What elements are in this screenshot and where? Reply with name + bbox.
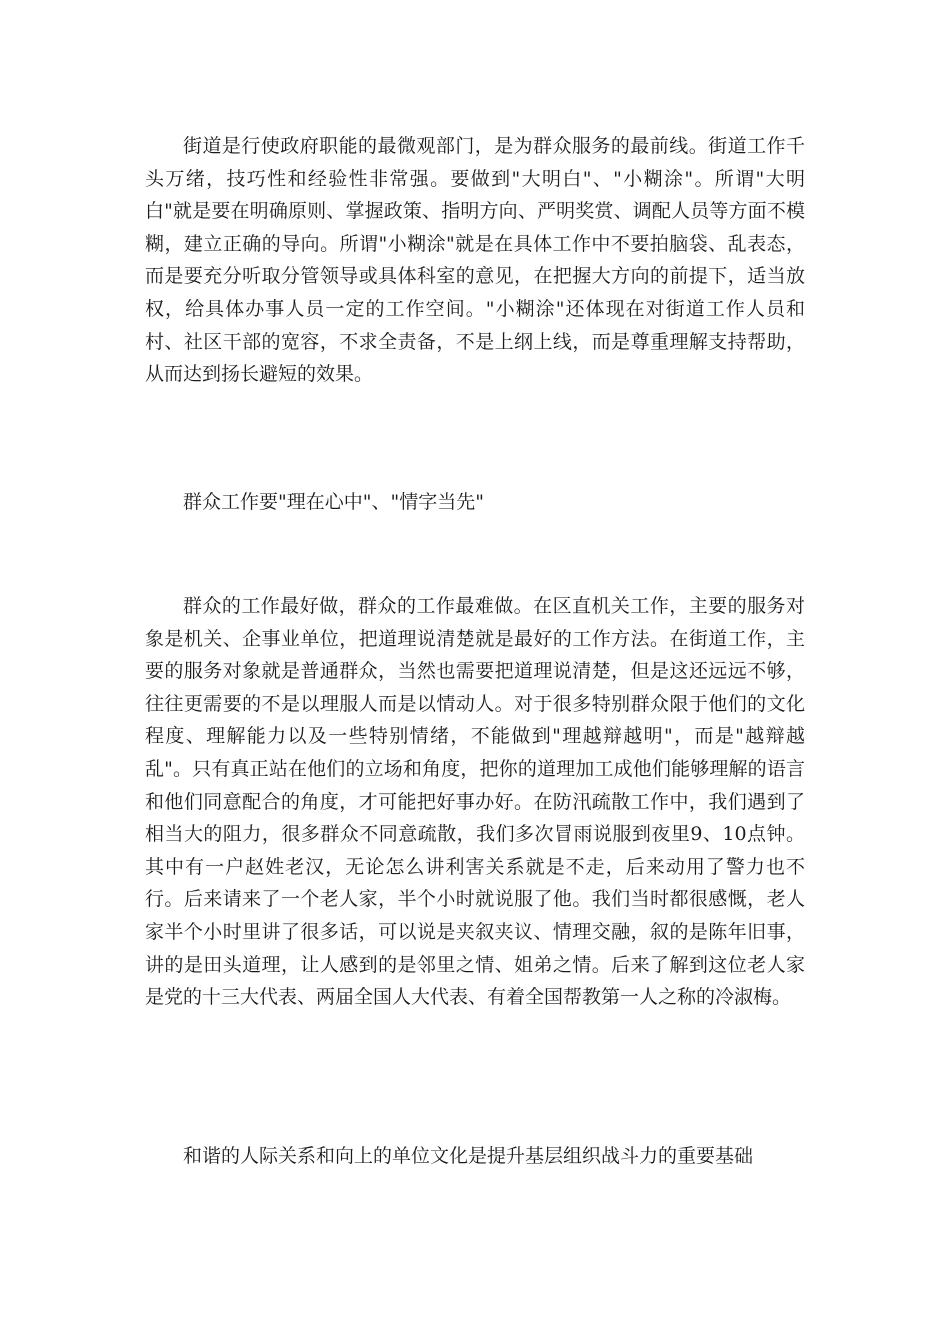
body-paragraph-street-work: 街道是行使政府职能的最微观部门，是为群众服务的最前线。街道工作千头万绪，技巧性和经验性非常强。要做到"大明白"、"小糊涂"。所谓"大明白"就是要在明确原则、掌握政策、指明方向、严明奖赏、调配人员等方面不模糊，建立正确的导向。所谓"小糊涂"就是在具体工作中不要拍脑袋、乱表态，而是要充分听取分管领导或具体科室的意见，在把握大方向的前提下，适当放权，给具体办事人员一定的工作空间。"小糊涂"还体现在对街道工作人员和村、社区干部的宽容，不求全责备，不是上纲上线，而是尊重理解支持帮助，从而达到扬长避短的效果。 [145,135,805,386]
section-heading-harmony: 和谐的人际关系和向上的单位文化是提升基层组织战斗力的重要基础 [183,1145,754,1167]
body-paragraph-mass-work: 群众的工作最好做，群众的工作最难做。在区直机关工作，主要的服务对象是机关、企事业单位，把道理说清楚就是最好的工作方法。在街道工作，主要的服务对象就是普通群众，当然也需要把道理说清楚，但是这还远远不够，往往更需要的不是以理服人而是以情动人。对于很多特别群众限于他们的文化程度、理解能力以及一些特别情绪，不能做到"理越辩越明"，而是"越辩越乱"。只有真正站在他们的立场和角度，把你的道理加工成他们能够理解的语言和他们同意配合的角度，才可能把好事办好。在防汛疏散工作中，我们遇到了相当大的阻力，很多群众不同意疏散，我们多次冒雨说服到夜里9、10点钟。其中有一户赵姓老汉，无论怎么讲利害关系就是不走，后来动用了警力也不行。后来请来了一个老人家，半个小时就说服了他。我们当时都很感慨，老人家半个小时里讲了很多话，可以说是夹叙夹议、情理交融，叙的是陈年旧事，讲的是田头道理，让人感到的是邻里之情、姐弟之情。后来了解到这位老人家是党的十三大代表、两届全国人大代表、有着全国帮教第一人之称的冷淑梅。 [145,595,805,1009]
section-heading-mass-work: 群众工作要"理在心中"、"情字当先" [183,491,484,513]
